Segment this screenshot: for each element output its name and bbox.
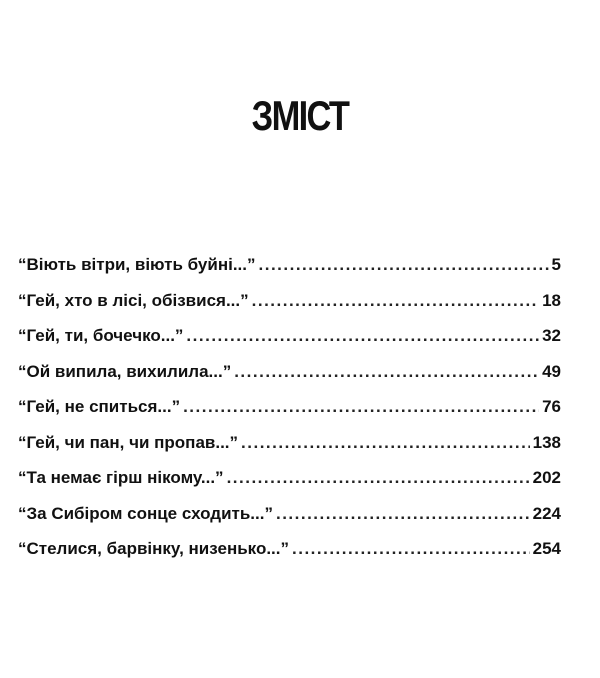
- toc-entry-title: “Гей, не спиться...”: [18, 397, 181, 416]
- toc-entry-title: “За Сибіром сонце сходить...”: [18, 503, 273, 523]
- dot-leader: [186, 322, 539, 350]
- toc-entry-title: “Гей, чи пан, чи пропав...”: [18, 432, 239, 452]
- toc-entry-title: “Гей, хто в лісі, обізвися...”: [18, 290, 249, 310]
- dot-leader: [292, 535, 530, 563]
- dot-leader: [252, 287, 539, 315]
- toc-entry-page-number: 5: [551, 255, 561, 274]
- toc-entry-page-number: 49: [542, 361, 561, 381]
- toc-entry-page-number: 18: [542, 290, 561, 310]
- toc-entry-title: “Віють вітри, віють буйні...”: [18, 255, 256, 274]
- dot-leader: [241, 429, 530, 457]
- toc-entry: [18, 251, 561, 287]
- toc-entry: [18, 464, 561, 500]
- toc-entry: [18, 287, 561, 323]
- toc-entry-title: “Стелися, барвінку, низенько...”: [18, 539, 289, 558]
- toc-entry: [18, 500, 561, 536]
- toc-entry-page-number: 254: [532, 539, 561, 558]
- toc-entry-title: “Гей, ти, бочечко...”: [18, 326, 184, 345]
- toc-entry: [18, 393, 561, 429]
- toc-entry: [18, 322, 561, 358]
- toc-entry-title: “Ой випила, вихилила...”: [18, 361, 232, 381]
- toc-entry-page-number: 138: [532, 432, 561, 452]
- dot-leader: [259, 251, 549, 279]
- dot-leader: [234, 358, 539, 386]
- toc-entry-page-number: 76: [542, 397, 561, 416]
- toc-entry-page-number: 202: [532, 468, 561, 487]
- dot-leader: [276, 500, 530, 528]
- toc-entry-page-number: 224: [532, 503, 561, 523]
- toc-entry-page-number: 32: [542, 326, 561, 345]
- toc-entry: [18, 358, 561, 394]
- toc-entry: [18, 535, 561, 571]
- toc-entry-title: “Та немає гірш нікому...”: [18, 468, 224, 487]
- table-of-contents: [18, 251, 561, 571]
- dot-leader: [227, 464, 530, 492]
- toc-entry: [18, 429, 561, 465]
- page-title: ЗМІСТ: [251, 92, 349, 139]
- dot-leader: [183, 393, 539, 421]
